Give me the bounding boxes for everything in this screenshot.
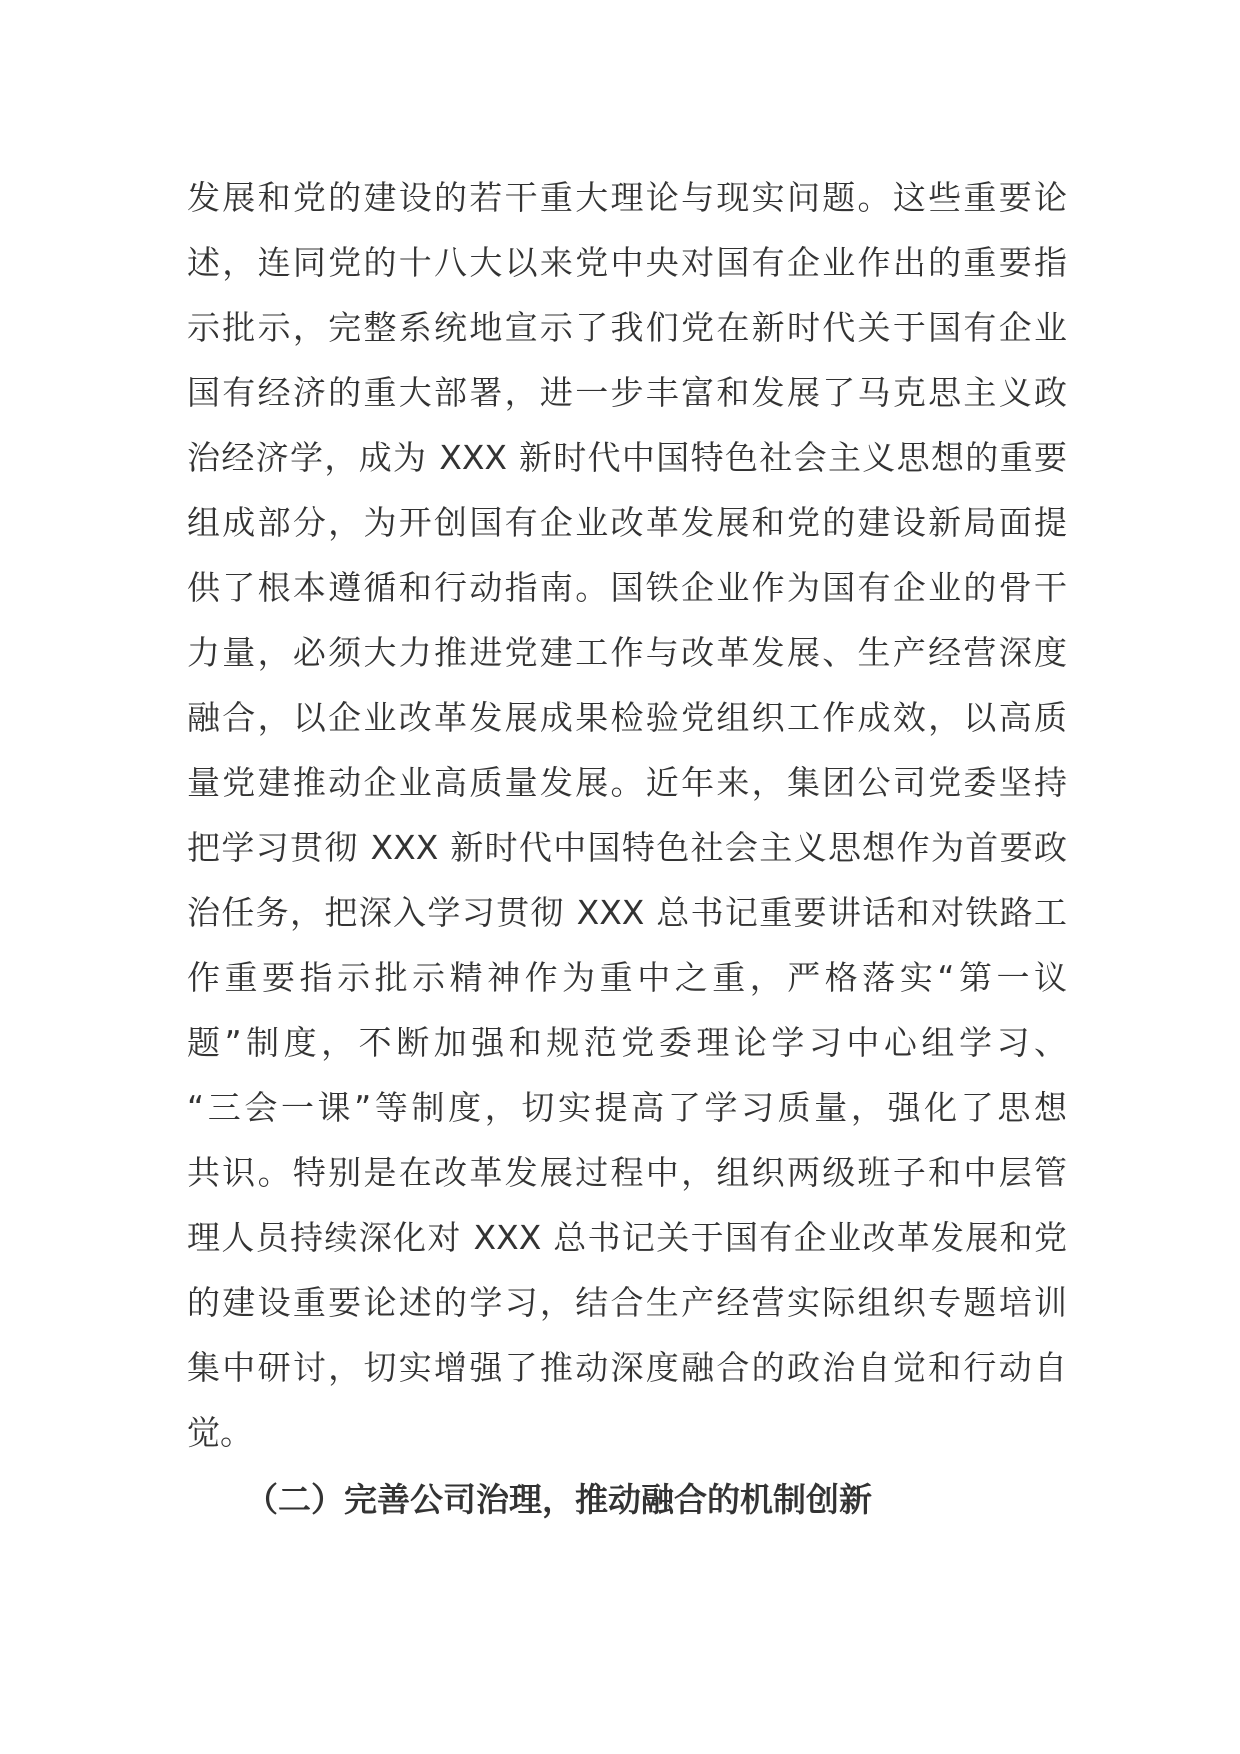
- paragraph-line: 觉。: [187, 1413, 253, 1452]
- section-heading: （二）完善公司治理，推动融合的机制创新: [245, 1480, 872, 1519]
- paragraph-line: 力量，必须大力推进党建工作与改革发展、生产经营深度: [187, 633, 1067, 672]
- paragraph-line: 共识。特别是在改革发展过程中，组织两级班子和中层管: [187, 1153, 1067, 1192]
- paragraph-line: “三会一课”等制度，切实提高了学习质量，强化了思想: [187, 1088, 1067, 1127]
- paragraph-line: 发展和党的建设的若干重大理论与现实问题。这些重要论: [187, 178, 1067, 217]
- body-paragraph: [187, 165, 1067, 1465]
- paragraph-line: 组成部分，为开创国有企业改革发展和党的建设新局面提: [187, 503, 1067, 542]
- paragraph-line: 示批示，完整系统地宣示了我们党在新时代关于国有企业: [187, 308, 1067, 347]
- paragraph-line: 理人员持续深化对 XXX 总书记关于国有企业改革发展和党: [187, 1218, 1067, 1257]
- paragraph-line: 量党建推动企业高质量发展。近年来，集团公司党委坚持: [187, 763, 1067, 802]
- paragraph-line: 供了根本遵循和行动指南。国铁企业作为国有企业的骨干: [187, 568, 1067, 607]
- paragraph-line: 把学习贯彻 XXX 新时代中国特色社会主义思想作为首要政: [187, 828, 1067, 867]
- paragraph-line: 述，连同党的十八大以来党中央对国有企业作出的重要指: [187, 243, 1067, 282]
- paragraph-line: 题”制度，不断加强和规范党委理论学习中心组学习、: [187, 1023, 1067, 1062]
- paragraph-line: 治任务，把深入学习贯彻 XXX 总书记重要讲话和对铁路工: [187, 893, 1067, 932]
- paragraph-line: 作重要指示批示精神作为重中之重，严格落实“第一议: [187, 958, 1067, 997]
- paragraph-line: 融合，以企业改革发展成果检验党组织工作成效，以高质: [187, 698, 1067, 737]
- paragraph-line: 国有经济的重大部署，进一步丰富和发展了马克思主义政: [187, 373, 1067, 412]
- paragraph-line: 的建设重要论述的学习，结合生产经营实际组织专题培训: [187, 1283, 1067, 1322]
- paragraph-line: 治经济学，成为 XXX 新时代中国特色社会主义思想的重要: [187, 438, 1067, 477]
- paragraph-line: 集中研讨，切实增强了推动深度融合的政治自觉和行动自: [187, 1348, 1067, 1387]
